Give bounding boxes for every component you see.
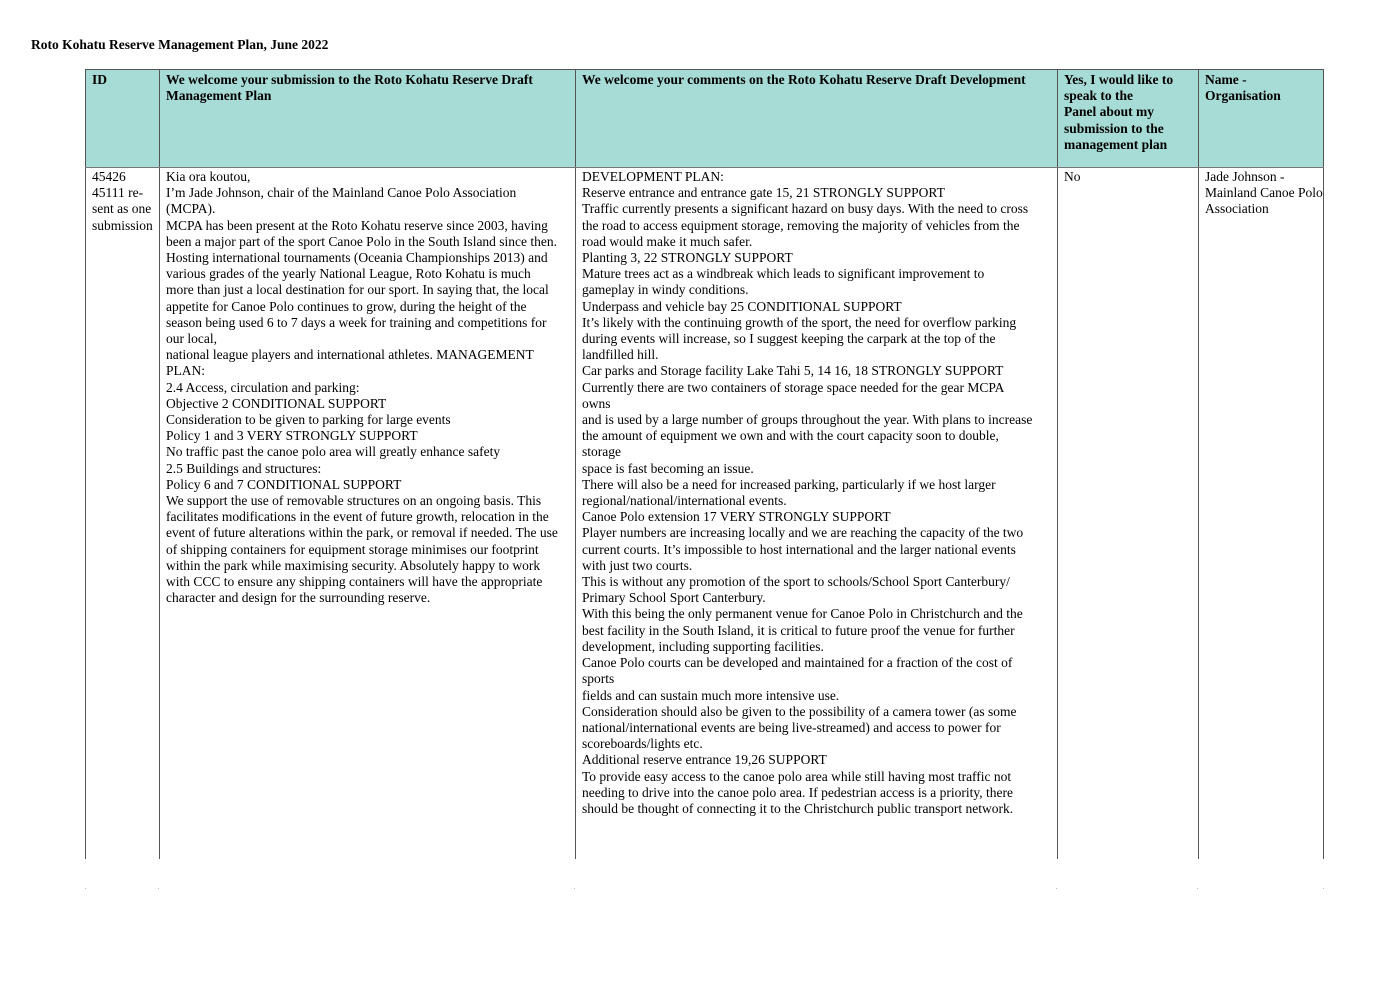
cell-name-organisation <box>1199 168 1324 860</box>
text-line: Canoe Polo extension 17 VERY STRONGLY SUPPORT <box>582 509 891 525</box>
text-line: space is fast becoming an issue. <box>582 460 754 476</box>
text-line: road would make it much safer. <box>582 233 753 249</box>
document-title: Roto Kohatu Reserve Management Plan, June 2022 <box>31 37 329 52</box>
text-line: Car parks and Storage facility Lake Tahi 5, 14 16, 18 STRONGLY SUPPORT <box>582 363 1004 379</box>
cell-development <box>576 168 1058 860</box>
text-line: Objective 2 CONDITIONAL SUPPORT <box>166 395 387 411</box>
text-line: Association <box>1205 201 1269 217</box>
text-line: To provide easy access to the canoe polo area while still having most traffic not <box>582 768 1012 784</box>
text-line: owns <box>582 395 611 411</box>
text-line: Traffic currently presents a significant hazard on busy days. With the need to cross <box>582 201 1029 217</box>
text-line: With this being the only permanent venue for Canoe Polo in Christchurch and the <box>582 606 1023 622</box>
text-line: Jade Johnson - <box>1205 169 1285 184</box>
text-line: submission <box>92 217 153 233</box>
text-line: Mature trees act as a windbreak which leads to significant improvement to <box>582 266 985 282</box>
text-line: 45111 re- <box>92 185 144 201</box>
text-line: Canoe Polo courts can be developed and maintained for a fraction of the cost of <box>582 655 1013 671</box>
text-line: storage <box>582 444 621 460</box>
text-line: 2.4 Access, circulation and parking: <box>166 379 360 395</box>
header-management-plan <box>160 70 576 168</box>
text-line: the amount of equipment we own and with the court capacity soon to double, <box>582 428 999 444</box>
text-line: Additional reserve entrance 19,26 SUPPORT <box>582 752 827 768</box>
text-line: 45426 <box>92 169 126 184</box>
text-line: Panel about my <box>1064 104 1155 120</box>
text-line: We support the use of removable structures on an ongoing basis. This <box>166 493 542 509</box>
cell-management-plan <box>160 168 576 860</box>
cell-id <box>86 168 160 860</box>
header-speak-to-panel <box>1058 70 1199 168</box>
text-line: Organisation <box>1205 88 1281 104</box>
text-line: MCPA has been present at the Roto Kohatu reserve since 2003, having <box>166 217 548 233</box>
text-line: It’s likely with the continuing growth of the sport, the need for overflow parking <box>582 314 1017 330</box>
text-line: facilitates modifications in the event of future growth, relocation in the <box>166 509 549 525</box>
text-line: with CCC to ensure any shipping containers will have the appropriate <box>166 574 543 590</box>
text-line: of shipping containers for equipment storage minimises our footprint <box>166 541 539 557</box>
text-line: appetite for Canoe Polo continues to grow, during the height of the <box>166 298 527 314</box>
text-line: management plan <box>1064 136 1168 152</box>
text-line: Management Plan <box>166 88 272 104</box>
text-line: our local, <box>166 331 217 347</box>
text-line: submission to the <box>1064 120 1164 136</box>
text-line: I’m Jade Johnson, chair of the Mainland Canoe Polo Association <box>166 185 517 201</box>
cell-speak-to-panel <box>1058 168 1199 860</box>
text-line: sports <box>582 671 615 687</box>
text-line: gameplay in windy conditions. <box>582 282 749 298</box>
speak-value: No <box>1064 169 1081 184</box>
text-line: regional/national/international events. <box>582 493 787 509</box>
text-line: This is without any promotion of the sport to schools/School Sport Canterbury/ <box>582 574 1010 590</box>
header-development <box>576 70 1058 168</box>
text-line: speak to the <box>1064 88 1134 104</box>
header-id-text: ID <box>92 72 108 87</box>
text-line: needing to drive into the canoe polo area. If pedestrian access is a priority, there <box>582 784 1013 800</box>
text-line: the road to access equipment storage, removing the majority of vehicles from the <box>582 217 1020 233</box>
text-line: Policy 1 and 3 VERY STRONGLY SUPPORT <box>166 428 418 444</box>
text-line: Primary School Sport Canterbury. <box>582 590 766 606</box>
header-name-organisation <box>1199 70 1324 168</box>
text-line: No traffic past the canoe polo area will greatly enhance safety <box>166 444 501 460</box>
text-line: been a major part of the sport Canoe Polo in the South Island since then. <box>166 233 558 249</box>
text-line: with just two courts. <box>582 557 693 573</box>
text-line: Currently there are two containers of storage space needed for the gear MCPA <box>582 379 1005 395</box>
text-line: 2.5 Buildings and structures: <box>166 460 322 476</box>
text-line: Player numbers are increasing locally and we are reaching the capacity of the two <box>582 525 1024 541</box>
text-line: (MCPA). <box>166 201 216 217</box>
text-line: during events will increase, so I suggest keeping the carpark at the top of the <box>582 331 996 347</box>
text-line: more than just a local destination for our sport. In saying that, the local <box>166 282 549 298</box>
text-line: current courts. It’s impossible to host international and the larger national events <box>582 541 1016 557</box>
text-line: Mainland Canoe Polo <box>1205 185 1323 201</box>
text-line: Hosting international tournaments (Oceania Championships 2013) and <box>166 250 548 266</box>
text-line: various grades of the yearly National League, Roto Kohatu is much <box>166 266 531 282</box>
text-line: sent as one <box>92 201 152 217</box>
text-line: season being used 6 to 7 days a week for training and competitions for <box>166 314 547 330</box>
bottom-dotted-rule <box>85 888 1324 889</box>
text-line: landfilled hill. <box>582 347 659 363</box>
text-line: Planting 3, 22 STRONGLY SUPPORT <box>582 250 793 266</box>
text-line: Consideration should also be given to the possibility of a camera tower (as some <box>582 703 1017 719</box>
text-line: event of future alterations within the park, or removal if needed. The use <box>166 525 558 541</box>
text-line: Policy 6 and 7 CONDITIONAL SUPPORT <box>166 476 402 492</box>
text-line: national/international events are being live-streamed) and access to power for <box>582 719 1001 735</box>
table-row <box>86 168 1324 860</box>
text-line: There will also be a need for increased parking, particularly if we host larger <box>582 476 996 492</box>
text-line: Reserve entrance and entrance gate 15, 21 STRONGLY SUPPORT <box>582 185 945 201</box>
text-line: within the park while maximising security. Absolutely happy to work <box>166 557 541 573</box>
text-line: national league players and international athletes. MANAGEMENT <box>166 347 534 363</box>
text-line: PLAN: <box>166 363 206 379</box>
text-line: fields and can sustain much more intensive use. <box>582 687 840 703</box>
text-line: Name - <box>1205 72 1247 87</box>
text-line: DEVELOPMENT PLAN: <box>582 169 724 184</box>
text-line: best facility in the South Island, it is critical to future proof the venue for further <box>582 622 1015 638</box>
text-line: We welcome your submission to the Roto Kohatu Reserve Draft <box>166 72 533 87</box>
text-line: scoreboards/lights etc. <box>582 736 703 752</box>
table-header-row <box>86 70 1324 168</box>
text-line: Consideration to be given to parking for large events <box>166 412 451 428</box>
text-line: character and design for the surrounding reserve. <box>166 590 431 606</box>
submission-table <box>85 69 1324 859</box>
header-id <box>86 70 160 168</box>
text-line: and is used by a large number of groups throughout the year. With plans to increase <box>582 412 1033 428</box>
text-line: We welcome your comments on the Roto Kohatu Reserve Draft Development <box>582 72 1026 87</box>
text-line: Kia ora koutou, <box>166 169 251 184</box>
text-line: development, including supporting facilities. <box>582 638 824 654</box>
text-line: Underpass and vehicle bay 25 CONDITIONAL SUPPORT <box>582 298 902 314</box>
text-line: Yes, I would like to <box>1064 72 1174 87</box>
text-line: should be thought of connecting it to the Christchurch public transport network. <box>582 800 1014 816</box>
